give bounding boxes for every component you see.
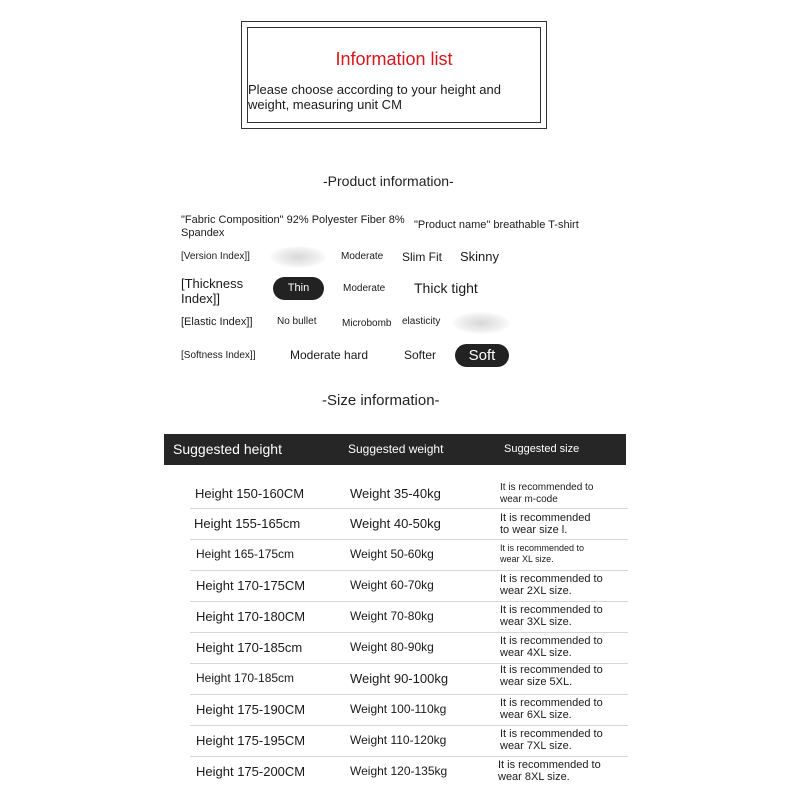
elastic-index-label: [Elastic Index]] xyxy=(181,316,253,328)
table-row xyxy=(190,757,628,787)
elastic-option-elasticity: elasticity xyxy=(402,316,441,327)
cell-size: It is recommended to wear m-code xyxy=(500,482,594,505)
column-header-size: Suggested size xyxy=(504,443,580,455)
thickness-option-moderate: Moderate xyxy=(343,283,386,294)
softness-option-moderate-hard: Moderate hard xyxy=(290,348,369,362)
cell-size: It is recommended to wear 3XL size. xyxy=(500,604,603,628)
cell-height: Height 175-190CM xyxy=(196,702,306,717)
version-option-moderate: Moderate xyxy=(341,251,384,262)
cell-size: It is recommended to wear XL size. xyxy=(500,543,585,564)
table-row xyxy=(190,509,628,539)
version-option-skinny: Skinny xyxy=(460,249,500,264)
elastic-option-no-bullet: No bullet xyxy=(277,316,317,327)
table-row xyxy=(190,540,628,570)
table-row xyxy=(190,602,628,632)
cell-weight: Weight 40-50kg xyxy=(350,516,441,531)
softness-option-soft: Soft xyxy=(455,344,509,367)
cell-height: Height 165-175cm xyxy=(196,547,295,561)
cell-size: It is recommended to wear 2XL size. xyxy=(500,573,603,597)
info-description: Please choose according to your height and weight, measuring unit CM xyxy=(248,82,501,112)
cell-height: Height 150-160CM xyxy=(195,486,305,501)
cell-height: Height 170-180CM xyxy=(196,609,306,624)
elastic-option-microbomb: Microbomb xyxy=(342,318,392,329)
cell-size: It is recommended to wear 8XL size. xyxy=(498,759,601,783)
product-name: "Product name" breathable T-shirt xyxy=(414,219,579,231)
cell-weight: Weight 70-80kg xyxy=(350,609,434,623)
softness-index-label: [Softness Index]] xyxy=(181,350,256,361)
table-row xyxy=(190,664,628,694)
product-info-heading: -Product information- xyxy=(323,173,454,189)
version-option-slim-fit: Slim Fit xyxy=(402,250,442,264)
thickness-option-thin: Thin xyxy=(273,277,324,300)
thickness-index-label: [Thickness Index]] xyxy=(181,276,244,306)
cell-size: It is recommended to wear 7XL size. xyxy=(500,728,603,752)
cell-height: Height 175-200CM xyxy=(196,764,306,779)
cell-weight: Weight 100-110kg xyxy=(350,702,447,716)
column-header-height: Suggested height xyxy=(173,441,282,457)
column-header-weight: Suggested weight xyxy=(348,442,444,456)
size-info-heading: -Size information- xyxy=(322,392,440,409)
cell-weight: Weight 90-100kg xyxy=(350,671,449,686)
cell-weight: Weight 60-70kg xyxy=(350,578,434,592)
table-row xyxy=(190,571,628,601)
table-row xyxy=(190,478,628,508)
cell-weight: Weight 35-40kg xyxy=(350,486,441,501)
cell-size: It is recommended to wear 4XL size. xyxy=(500,635,603,659)
cell-weight: Weight 120-135kg xyxy=(350,764,448,778)
table-row xyxy=(190,633,628,663)
cell-weight: Weight 110-120kg xyxy=(350,733,447,747)
cell-height: Height 170-185cm xyxy=(196,671,295,685)
cell-height: Height 155-165cm xyxy=(194,516,301,531)
cell-height: Height 175-195CM xyxy=(196,733,306,748)
cell-height: Height 170-175CM xyxy=(196,578,306,593)
cell-size: It is recommended to wear size 5XL. xyxy=(500,664,603,688)
thickness-option-thick-tight: Thick tight xyxy=(414,280,478,296)
info-title: Information list xyxy=(335,49,453,69)
version-index-label: [Version Index]] xyxy=(181,251,250,262)
table-row xyxy=(190,695,628,725)
softness-option-softer: Softer xyxy=(404,348,437,362)
cell-size: It is recommended to wear 6XL size. xyxy=(500,697,603,721)
cell-weight: Weight 50-60kg xyxy=(350,547,434,561)
cell-weight: Weight 80-90kg xyxy=(350,640,434,654)
cell-height: Height 170-185cm xyxy=(196,640,303,655)
cell-size: It is recommended to wear size l. xyxy=(500,512,591,536)
fabric-composition: "Fabric Composition" 92% Polyester Fiber 8% Spandex xyxy=(181,214,405,239)
table-row xyxy=(190,726,628,756)
